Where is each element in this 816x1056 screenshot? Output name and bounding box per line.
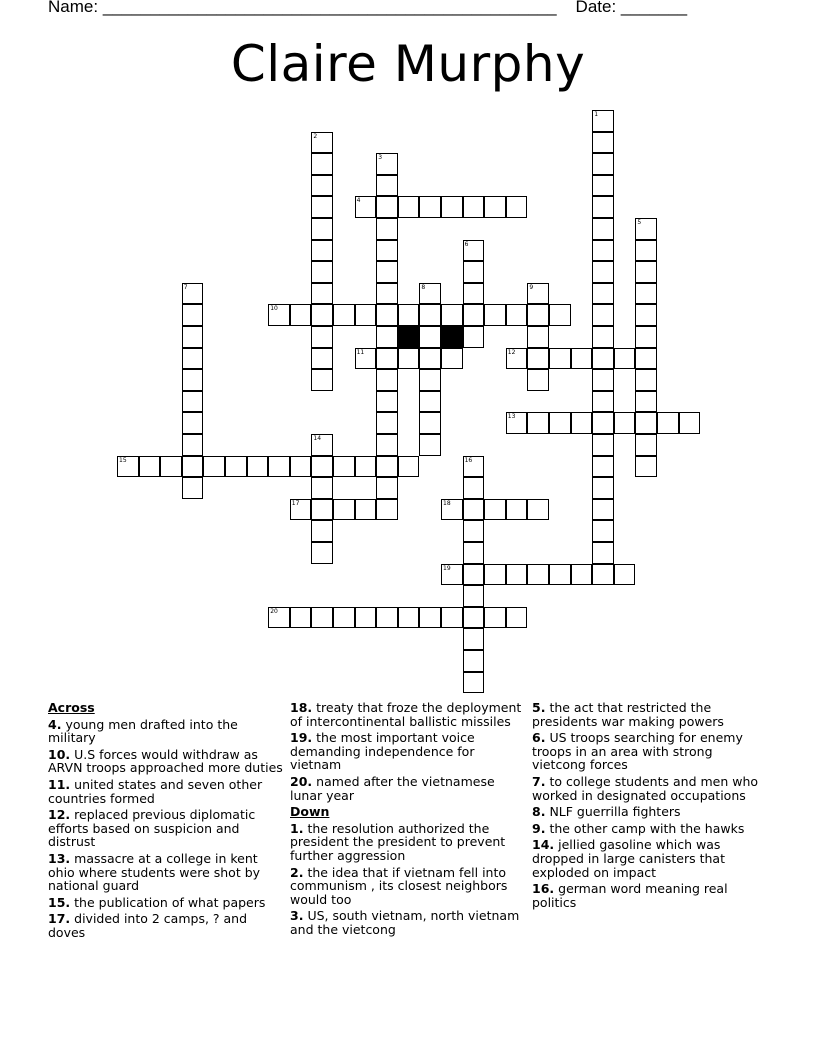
clue-down-8: 8. NLF guerrilla fighters [532,804,681,820]
grid-cell[interactable] [592,283,614,305]
grid-cell[interactable] [311,607,333,629]
clue-down-9: 9. the other camp with the hawks [532,820,745,836]
grid-cell[interactable] [463,585,485,607]
grid-cell[interactable] [398,456,420,478]
grid-cell[interactable] [419,434,441,456]
grid-cell[interactable] [635,369,657,391]
grid-cell[interactable] [333,304,355,326]
grid-cell[interactable] [290,607,312,629]
grid-cell[interactable] [549,564,571,586]
grid-cell[interactable] [182,326,204,348]
clue-number-8: 8 [421,283,426,291]
grid-cell[interactable] [614,564,636,586]
grid-cell[interactable] [376,304,398,326]
clue-number-7: 7 [183,283,188,291]
grid-cell[interactable] [484,196,506,218]
clue-number-12: 12 [507,348,516,356]
clue-down-7: 7. to college students and men who worked in designated occupations [532,773,759,803]
grid-cell[interactable] [311,499,333,521]
grid-cell[interactable] [527,412,549,434]
clue-across-4: 4. young men drafted into the military [48,716,238,746]
grid-cell[interactable] [182,412,204,434]
grid-cell[interactable] [463,672,485,694]
grid-cell[interactable] [398,348,420,370]
clue-across-11: 11. united states and seven other countries formed [48,776,263,806]
clue-number-19: 19 [443,564,451,572]
grid-cell[interactable] [463,628,485,650]
grid-cell[interactable] [635,326,657,348]
clue-column-3 [532,701,768,912]
clue-number-13: 13 [507,413,516,421]
grid-cell[interactable] [376,240,398,262]
grid-cell[interactable] [419,326,441,348]
clue-number-2: 2 [313,132,318,140]
grid-cell[interactable] [182,456,204,478]
clue-number-11: 11 [356,348,365,356]
blocked-cell [441,326,463,348]
grid-cell[interactable] [376,412,398,434]
grid-cell[interactable] [376,499,398,521]
grid-cell[interactable] [268,456,290,478]
grid-cell[interactable] [182,348,204,370]
grid-cell[interactable] [311,175,333,197]
grid-cell[interactable] [463,607,485,629]
grid-cell[interactable] [311,153,333,175]
grid-cell[interactable] [311,304,333,326]
clue-number-1: 1 [594,111,599,118]
grid-cell[interactable] [311,477,333,499]
clue-number-15: 15 [119,456,127,464]
grid-cell[interactable] [506,607,528,629]
grid-cell[interactable] [311,196,333,218]
grid-cell[interactable] [376,283,398,305]
grid-cell[interactable] [592,542,614,564]
clue-across-17: 17. divided into 2 camps, ? and doves [48,911,248,940]
date-label: Date: [575,0,617,16]
clue-number-9: 9 [529,283,534,291]
grid-cell[interactable] [311,542,333,564]
grid-cell[interactable] [290,456,312,478]
grid-cell[interactable] [592,196,614,218]
grid-cell[interactable] [311,520,333,542]
grid-cell[interactable] [571,348,593,370]
across-heading: Across [48,700,95,715]
clue-down-3: 3. US, south vietnam, north vietnam and the vietcong [290,908,520,937]
grid-cell[interactable] [657,412,679,434]
grid-cell[interactable] [506,564,528,586]
grid-cell[interactable] [441,607,463,629]
grid-cell[interactable] [376,434,398,456]
grid-cell[interactable] [592,499,614,521]
grid-cell[interactable] [311,369,333,391]
grid-cell[interactable] [635,456,657,478]
grid-cell[interactable] [311,261,333,283]
grid-cell[interactable] [355,304,377,326]
grid-cell[interactable] [463,650,485,672]
grid-cell[interactable] [527,348,549,370]
date-blank[interactable]: _______ [620,0,688,16]
grid-cell[interactable] [592,304,614,326]
grid-cell[interactable] [635,391,657,413]
clue-number-20: 20 [270,607,278,615]
grid-cell[interactable] [592,218,614,240]
grid-cell[interactable] [527,326,549,348]
grid-cell[interactable] [592,434,614,456]
grid-cell[interactable] [549,304,571,326]
grid-cell[interactable] [592,520,614,542]
grid-cell[interactable] [376,196,398,218]
grid-cell[interactable] [592,391,614,413]
clue-number-10: 10 [270,305,278,313]
grid-cell[interactable] [139,456,161,478]
clue-across-20: 20. named after the vietnamese lunar year [290,773,495,803]
clue-number-4: 4 [356,197,361,205]
grid-cell[interactable] [506,196,528,218]
grid-cell[interactable] [592,369,614,391]
name-label: Name: [48,0,99,16]
grid-cell[interactable] [484,499,506,521]
grid-cell[interactable] [419,348,441,370]
puzzle-title: Claire Murphy [230,35,586,93]
grid-cell[interactable] [463,196,485,218]
clue-across-18: 18. treaty that froze the deployment of intercontinental ballistic missiles [290,700,522,729]
clue-number-18: 18 [443,499,451,507]
clue-down-5: 5. the act that restricted the presidents war making powers [532,700,724,729]
grid-cell[interactable] [311,218,333,240]
grid-cell[interactable] [333,499,355,521]
grid-cell[interactable] [484,564,506,586]
grid-cell[interactable] [376,218,398,240]
grid-cell[interactable] [463,477,485,499]
grid-cell[interactable] [592,348,614,370]
grid-cell[interactable] [333,456,355,478]
grid-cell[interactable] [376,477,398,499]
grid-cell[interactable] [635,434,657,456]
clue-column-2 [290,701,526,940]
grid-cell[interactable] [549,348,571,370]
grid-cell[interactable] [441,304,463,326]
grid-cell[interactable] [635,283,657,305]
grid-cell[interactable] [463,542,485,564]
grid-cell[interactable] [311,456,333,478]
grid-cell[interactable] [398,196,420,218]
grid-cell[interactable] [182,477,204,499]
grid-cell[interactable] [376,326,398,348]
clue-across-15: 15. the publication of what papers [48,894,266,910]
clue-number-16: 16 [464,456,473,464]
grid-cell[interactable] [614,348,636,370]
grid-cell[interactable] [484,304,506,326]
grid-cell[interactable] [463,326,485,348]
grid-cell[interactable] [592,261,614,283]
clue-down-14: 14. jellied gasoline which was dropped in large canisters that exploded on impact [532,837,725,880]
grid-cell[interactable] [419,391,441,413]
grid-cell[interactable] [635,261,657,283]
grid-cell[interactable] [592,564,614,586]
grid-cell[interactable] [592,175,614,197]
grid-cell[interactable] [463,520,485,542]
grid-cell[interactable] [203,456,225,478]
grid-cell[interactable] [311,348,333,370]
clue-column-1 [48,701,284,943]
grid-cell[interactable] [419,196,441,218]
grid-cell[interactable] [506,304,528,326]
grid-cell[interactable] [549,412,571,434]
clue-number-17: 17 [291,499,300,507]
grid-cell[interactable] [311,240,333,262]
grid-cell[interactable] [398,607,420,629]
grid-cell[interactable] [506,499,528,521]
grid-cell[interactable] [376,261,398,283]
grid-cell[interactable] [376,391,398,413]
grid-cell[interactable] [160,456,182,478]
grid-cell[interactable] [592,240,614,262]
grid-cell[interactable] [635,304,657,326]
grid-cell[interactable] [592,477,614,499]
grid-cell[interactable] [571,564,593,586]
grid-cell[interactable] [376,607,398,629]
grid-cell[interactable] [463,304,485,326]
grid-cell[interactable] [592,326,614,348]
grid-cell[interactable] [311,326,333,348]
grid-cell[interactable] [592,153,614,175]
grid-cell[interactable] [592,412,614,434]
grid-cell[interactable] [355,456,377,478]
clue-number-3: 3 [378,154,383,162]
name-blank[interactable]: ________________________________________________ [102,0,557,16]
grid-cell[interactable] [182,369,204,391]
grid-cell[interactable] [376,456,398,478]
clue-across-19: 19. the most important voice demanding independence for vietnam [290,730,475,773]
grid-cell[interactable] [419,369,441,391]
grid-cell[interactable] [182,434,204,456]
grid-cell[interactable] [527,369,549,391]
clue-across-10: 10. U.S forces would withdraw as ARVN troops approached more duties [48,746,283,776]
clue-down-16: 16. german word meaning real politics [532,881,728,910]
grid-cell[interactable] [355,607,377,629]
grid-cell[interactable] [527,564,549,586]
grid-cell[interactable] [419,412,441,434]
grid-cell[interactable] [592,456,614,478]
grid-cell[interactable] [592,132,614,154]
grid-cell[interactable] [376,175,398,197]
clue-down-2: 2. the idea that if vietnam fell into communism , its closest neighbors would too [290,864,508,907]
clue-across-13: 13. massacre at a college in kent ohio where students were shot by national guard [48,850,261,894]
grid-cell[interactable] [484,607,506,629]
grid-cell[interactable] [441,348,463,370]
grid-cell[interactable] [441,196,463,218]
grid-cell[interactable] [635,240,657,262]
grid-cell[interactable] [182,304,204,326]
grid-cell[interactable] [635,412,657,434]
grid-cell[interactable] [614,412,636,434]
clue-number-5: 5 [637,219,642,226]
grid-cell[interactable] [527,304,549,326]
grid-cell[interactable] [398,304,420,326]
grid-cell[interactable] [463,564,485,586]
blocked-cell [398,326,420,348]
grid-cell[interactable] [182,391,204,413]
clue-across-12: 12. replaced previous diplomatic efforts based on suspicion and distrust [48,807,256,850]
grid-cell[interactable] [333,607,355,629]
clue-down-6: 6. US troops searching for enemy troops in an area with strong vietcong forces [532,730,743,773]
grid-cell[interactable] [635,348,657,370]
grid-cell[interactable] [376,369,398,391]
grid-cell[interactable] [290,304,312,326]
grid-cell[interactable] [247,456,269,478]
grid-cell[interactable] [225,456,247,478]
down-heading: Down [290,804,330,820]
grid-cell[interactable] [463,283,485,305]
grid-cell[interactable] [419,304,441,326]
grid-cell[interactable] [571,412,593,434]
grid-cell[interactable] [355,499,377,521]
grid-cell[interactable] [419,607,441,629]
grid-cell[interactable] [527,499,549,521]
grid-cell[interactable] [679,412,701,434]
clue-number-14: 14 [313,435,322,442]
clue-down-1: 1. the resolution authorized the president the president to prevent further aggression [290,820,506,863]
grid-cell[interactable] [463,261,485,283]
grid-cell[interactable] [376,348,398,370]
clue-number-6: 6 [464,240,469,248]
grid-cell[interactable] [463,499,485,521]
grid-cell[interactable] [311,283,333,305]
